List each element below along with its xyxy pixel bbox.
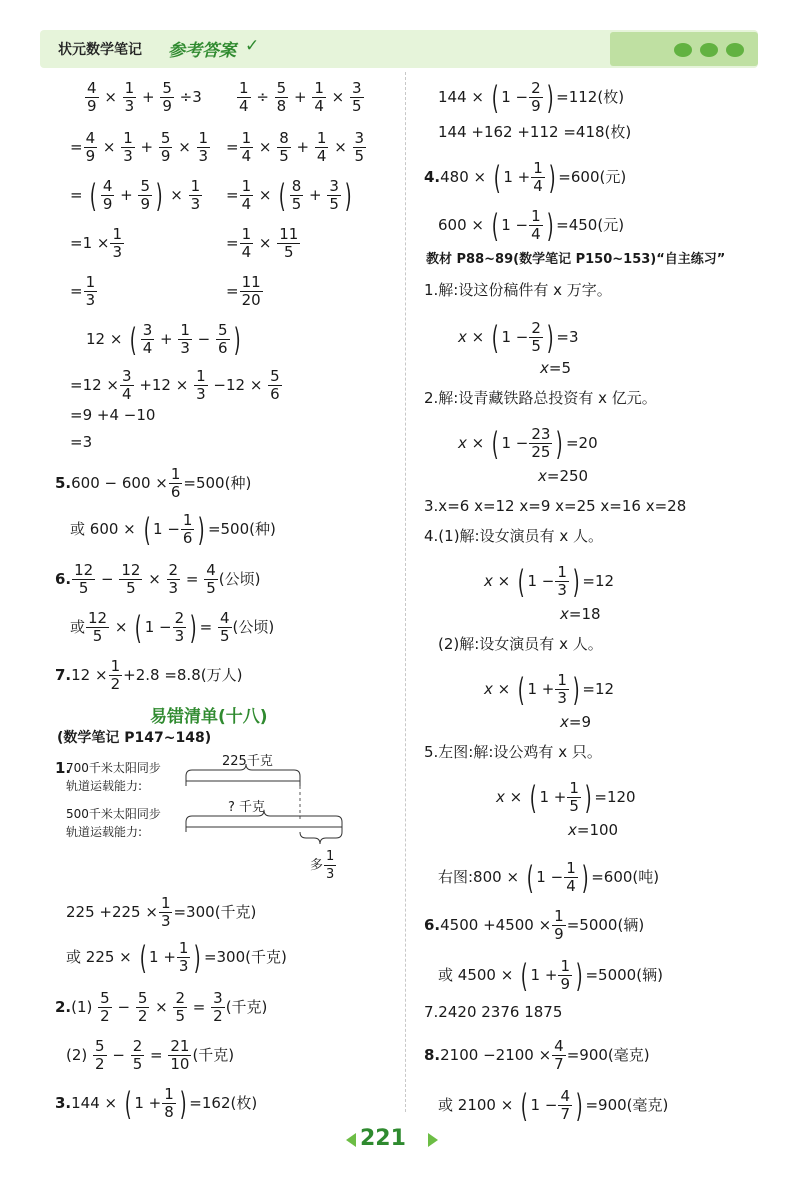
exercise-5: 5.左图:解:设公鸡有 x 只。	[424, 743, 602, 761]
equation-line: = $\frac{1}{4}$ × ( $\frac{8}{5}$ + $\frac{3}{5}$ )	[226, 176, 352, 215]
right-q4-line2: 600 × ( 1 − $\frac{1}{4}$ ) =450(元)	[438, 206, 625, 245]
exercise-1-result: x=5	[540, 359, 572, 377]
dot-icon	[674, 43, 692, 57]
exercise-4b: (2)解:设女演员有 x 人。	[438, 635, 603, 653]
equation-line: $\frac{4}{9}$ × $\frac{1}{3}$ + $\frac{5}{9}$ ÷3	[87, 79, 202, 115]
equation-line: = $\frac{1}{3}$	[70, 273, 96, 309]
question-7: 7.12 × $\frac{1}{2}$ +2.8 =8.8(万人)	[55, 657, 243, 693]
right-line: 144 × ( 1 − $\frac{2}{9}$ ) =112(枚)	[438, 78, 625, 117]
question-5: 5.600 − 600 × $\frac{1}{6}$ =500(种)	[55, 465, 252, 501]
lower-q2-part1: 2.(1) $\frac{5}{2}$ − $\frac{5}{2}$ × $\frac{2}{5}$ = $\frac{3}{2}$ (千克)	[55, 989, 268, 1025]
header-decoration	[610, 32, 758, 66]
lower-q1-line1: 225 +225 × $\frac{1}{3}$ =300(千克)	[66, 894, 257, 930]
diagram-extra-label: 多 $\frac{1}{3}$	[310, 849, 335, 882]
diagram-label-700-b: 轨道运载能力:	[66, 779, 143, 793]
right-line: 144 +162 +112 =418(枚)	[438, 123, 632, 141]
diagram-top-label: 225千克	[222, 754, 273, 769]
equation-line: = $\frac{4}{9}$ × $\frac{1}{3}$ + $\frac{5}{9}$ × $\frac{1}{3}$	[70, 129, 209, 165]
right-q4: 4.480 × ( 1 + $\frac{1}{4}$ ) =600(元)	[424, 158, 627, 197]
equation-line: = $\frac{1}{4}$ × $\frac{8}{5}$ + $\frac{1}{4}$ × $\frac{3}{5}$	[226, 129, 365, 165]
prev-page-arrow-icon	[346, 1133, 356, 1147]
diagram-label-700: 700千米太阳同步	[66, 761, 161, 775]
section-title: 易错清单(十八)	[150, 707, 268, 727]
dot-icon	[700, 43, 718, 57]
question-6-alt: 或 $\frac{12}{5}$ × ( 1 − $\frac{2}{3}$ ) = $\frac{4}{5}$ (公顷)	[70, 608, 275, 647]
exercise-4b-result: x=9	[560, 713, 592, 731]
exercise-5-result: x=100	[568, 821, 619, 839]
dot-icon	[726, 43, 744, 57]
book-title: 状元数学笔记	[58, 42, 142, 58]
lower-q1-line2: 或 225 × ( 1 + $\frac{1}{3}$ ) =300(千克)	[66, 938, 287, 977]
diagram-mid-label: ? 千克	[228, 800, 266, 815]
next-page-arrow-icon	[428, 1133, 438, 1147]
diagram-label-500: 500千米太阳同步	[66, 807, 161, 821]
exercise-2-eq: x × ( 1 − $\frac{23}{25}$ ) =20	[458, 424, 598, 463]
header-bar	[40, 30, 758, 68]
exercise-4b-eq: x × ( 1 + $\frac{1}{3}$ ) =12	[484, 670, 615, 709]
exercise-8: 8.2100 −2100 × $\frac{4}{7}$ =900(毫克)	[424, 1037, 650, 1073]
answer-label: 参考答案	[168, 41, 236, 61]
equation-line: =3	[70, 433, 93, 451]
exercise-2-result: x=250	[538, 467, 589, 485]
diagram-label-500-b: 轨道运载能力:	[66, 825, 143, 839]
page-number: 221	[360, 1126, 406, 1151]
exercise-4a-result: x=18	[560, 605, 601, 623]
equation-line: =9 +4 −10	[70, 406, 156, 424]
exercise-6: 6.4500 +4500 × $\frac{1}{9}$ =5000(辆)	[424, 907, 645, 943]
lower-q2-part2: (2) $\frac{5}{2}$ − $\frac{2}{5}$ = $\frac{21}{10}$ (千克)	[66, 1037, 235, 1073]
exercise-4a: 4.(1)解:设女演员有 x 人。	[424, 527, 604, 545]
exercise-8-alt: 或 2100 × ( 1 − $\frac{4}{7}$ ) =900(毫克)	[438, 1086, 669, 1125]
lower-q3: 3.144 × ( 1 + $\frac{1}{8}$ ) =162(枚)	[55, 1084, 258, 1123]
exercise-5-right: 右图:800 × ( 1 − $\frac{1}{4}$ ) =600(吨)	[438, 858, 660, 897]
section-source: (数学笔记 P147~148)	[57, 730, 212, 746]
equation-line: = $\frac{11}{20}$	[226, 273, 261, 309]
column-divider	[405, 72, 406, 1112]
exercise-1-eq: x × ( 1 − $\frac{2}{5}$ ) =3	[458, 318, 579, 357]
exercise-2: 2.解:设青藏铁路总投资有 x 亿元。	[424, 389, 657, 407]
exercise-4a-eq: x × ( 1 − $\frac{1}{3}$ ) =12	[484, 562, 615, 601]
exercise-1: 1.解:设这份稿件有 x 万字。	[424, 281, 612, 299]
equation-line: = ( $\frac{4}{9}$ + $\frac{5}{9}$ ) × $\frac{1}{3}$	[70, 176, 201, 215]
equation-line: =1 × $\frac{1}{3}$	[70, 225, 122, 261]
exercise-5-eq: x × ( 1 + $\frac{1}{5}$ ) =120	[496, 778, 636, 817]
question-6: 6. $\frac{12}{5}$ − $\frac{12}{5}$ × $\frac{2}{3}$ = $\frac{4}{5}$ (公顷)	[55, 561, 261, 597]
textbook-heading: 教材 P88~89(数学笔记 P150~153)“自主练习”	[426, 252, 726, 267]
equation-line: = $\frac{1}{4}$ × $\frac{11}{5}$	[226, 225, 299, 261]
equation-line: $\frac{1}{4}$ ÷ $\frac{5}{8}$ + $\frac{1}{4}$ × $\frac{3}{5}$	[239, 79, 362, 115]
question-5-alt: 或 600 × ( 1 − $\frac{1}{6}$ ) =500(种)	[70, 510, 276, 549]
equation-line: 12 × ( $\frac{3}{4}$ + $\frac{1}{3}$ − $\frac{5}{6}$ )	[86, 320, 241, 359]
exercise-3: 3.x=6 x=12 x=9 x=25 x=16 x=28	[424, 497, 687, 515]
checkmark-icon: ✓	[245, 36, 260, 56]
exercise-6-alt: 或 4500 × ( 1 + $\frac{1}{9}$ ) =5000(辆)	[438, 956, 663, 995]
equation-line: =12 × $\frac{3}{4}$ +12 × $\frac{1}{3}$ −12 × $\frac{5}{6}$	[70, 367, 280, 403]
exercise-7: 7.2420 2376 1875	[424, 1003, 563, 1021]
